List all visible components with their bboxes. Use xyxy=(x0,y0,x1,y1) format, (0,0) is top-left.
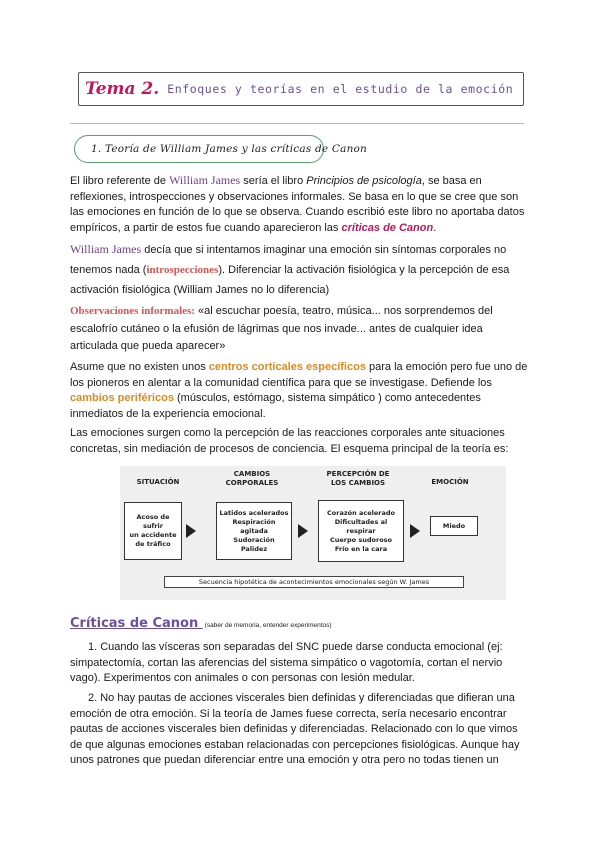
text-span: , se basa en reflexiones, introspecciones y observaciones informales. Se basa en lo que se cree que son las emociones en función de lo que se observa. Cuando escribió este libro no aportaba datos empíricos, a partir de estos fue cuando aparecieron las xyxy=(70,175,525,234)
paragraph-4 xyxy=(70,360,530,422)
diagram-box-percepcion: Corazón acelerado Dificultades al respirar Cuerpo sudoroso Frío en la cara xyxy=(318,500,404,562)
diagram-box-emocion: Miedo xyxy=(430,516,478,536)
highlight-cambios: cambios periféricos xyxy=(70,392,174,405)
paragraph-1 xyxy=(70,173,530,236)
text-span: ). Diferenciar la activación fisiológica y la percepción de esa activación fisiológica (William James no lo diferencia) xyxy=(70,264,510,296)
critica-item-1 xyxy=(70,640,530,687)
text-span: para la emoción pero fue uno de los pioneros en alentar a la comunidad científica para que se investigase. Defiende los xyxy=(70,361,528,389)
diagram-box-situacion: Acoso de sufrir un accidente de tráfico xyxy=(124,502,182,560)
highlight-introspecciones: introspecciones xyxy=(146,264,219,276)
text-span: (músculos, estómago, sistema simpático ) como antecedentes inmediatos de la experiencia emocional. xyxy=(70,392,481,420)
diagram-header: CAMBIOS CORPORALES xyxy=(225,470,279,487)
arrow-icon xyxy=(410,524,420,538)
text-span: decía que si intentamos imaginar una emoción sin síntomas corporales no tenemos nada ( xyxy=(70,244,507,276)
highlight-centros: centros corticales específicos xyxy=(208,361,366,373)
chapter-title: Enfoques y teorías en el estudio de la emoción xyxy=(167,82,514,96)
highlight-criticas: críticas de Canon xyxy=(341,221,434,234)
diagram-header: PERCEPCIÓN DE LOS CAMBIOS xyxy=(326,470,390,487)
text-span: sería el libro xyxy=(240,175,307,187)
diagram-caption: Secuencia hipotética de acontecimientos emocionales según W. James xyxy=(164,576,464,588)
text-span: 1. Cuando las vísceras son separadas del SNC puede darse conducta emocional (ej: simpatectomía, cortan las aferencias del sistema simpático o vagotomía, cortan el nervio vago). Experimentos con animales o con personas con lesión medular. xyxy=(70,641,503,685)
diagram-header: EMOCIÓN xyxy=(431,478,469,486)
text-span: El libro referente de xyxy=(70,175,170,187)
arrow-icon xyxy=(298,524,308,538)
text-span: . xyxy=(433,221,437,234)
divider xyxy=(70,123,524,124)
author-name: William James xyxy=(169,173,241,187)
arrow-icon xyxy=(186,524,196,538)
diagram-header: SITUACIÓN xyxy=(136,478,180,486)
criticas-heading xyxy=(70,614,332,632)
criticas-title: Críticas de Canon xyxy=(70,616,203,631)
diagram-box-cambios: Latidos acelerados Respiración agitada Sudoración Palidez xyxy=(216,502,292,560)
author-name: William James xyxy=(70,242,142,256)
chapter-title-box xyxy=(78,72,524,106)
james-theory-diagram xyxy=(120,466,506,600)
text-span: «al escuchar poesía, teatro, música... nos sorprendemos del escalofrío cutáneo o la efusión de lágrimas que nos invade... antes de cualquier idea articulada que pueda aparecer» xyxy=(70,305,493,352)
paragraph-5 xyxy=(70,426,530,457)
criticas-note: (saber de memoria, entender experimentos) xyxy=(204,622,332,629)
observaciones-label: Observaciones informales: xyxy=(70,305,195,317)
text-span: Asume que no existen unos xyxy=(70,361,209,373)
critica-item-2 xyxy=(70,691,530,769)
book-title: Principios de psicología xyxy=(306,175,422,187)
text-span: Las emociones surgen como la percepción de las reacciones corporales ante situaciones concretas, sin mediación de procesos de conciencia. El esquema principal de la teoría es: xyxy=(70,427,509,455)
text-span: 2. No hay pautas de acciones viscerales bien definidas y diferenciadas que difieran una emoción de otra emoción. Si la teoría de James fuese correcta, sería necesario encontrar pautas de acciones viscerales bien definidas y diferenciadas. Relacionado con lo que vimos de que algunas emociones estaban relacionadas con percepciones fisiológicas. Aunque hay unos patrones que puedan diferenciar entre una emoción y otra pero no todas tienen un xyxy=(70,692,520,767)
paragraph-2 xyxy=(70,239,530,300)
chapter-number: Tema 2. xyxy=(85,79,160,99)
section-heading xyxy=(74,135,368,163)
paragraph-3 xyxy=(70,303,530,356)
section-heading-text: 1. Teoría de William James y las críticas de Canon xyxy=(91,143,368,155)
